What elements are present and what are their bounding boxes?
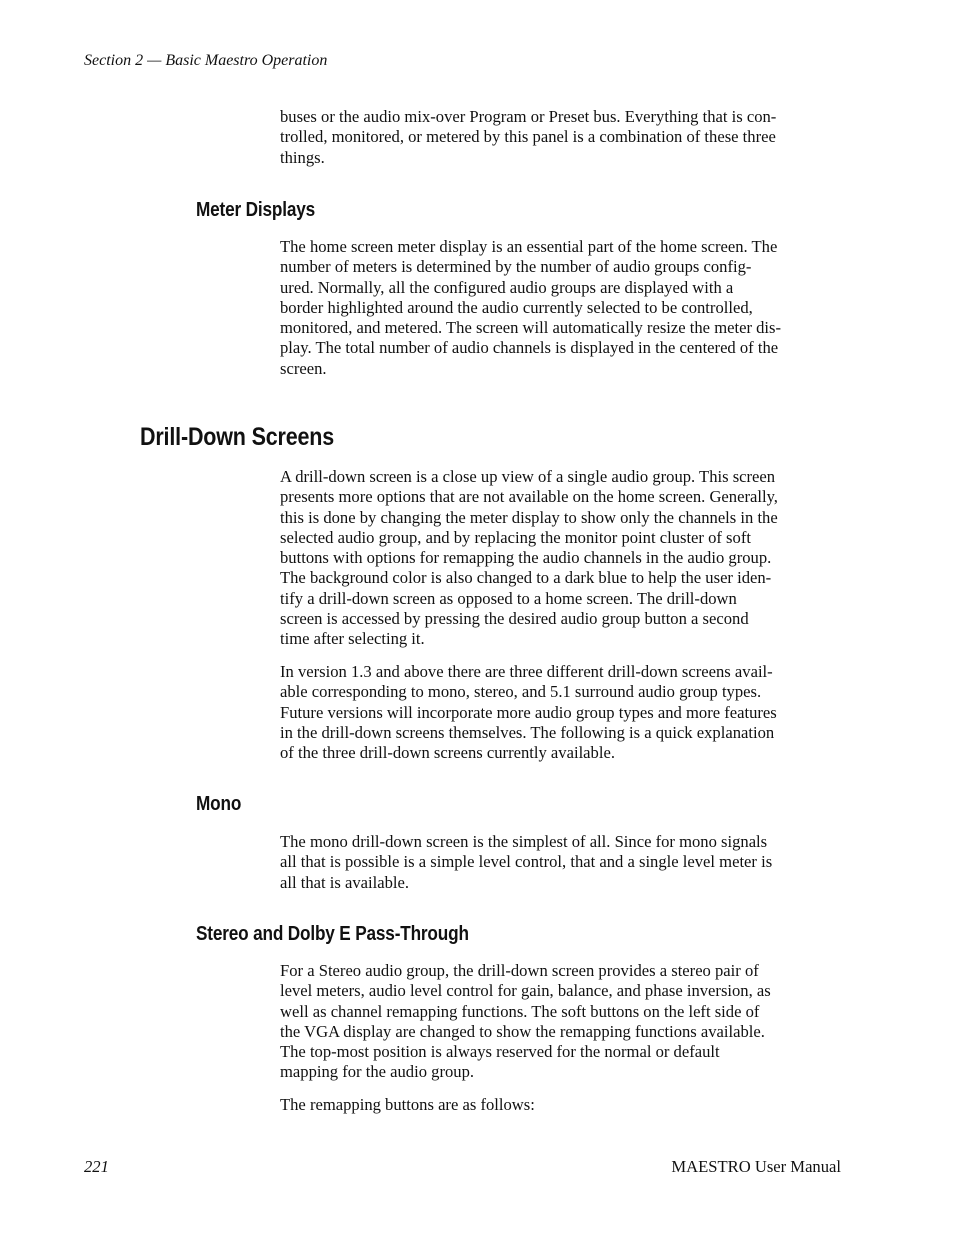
text-line: In version 1.3 and above there are three different drill-down screens avail- [280,662,773,681]
stereo-paragraph-2 [280,1095,846,1115]
manual-title: MAESTRO User Manual [671,1157,841,1176]
drill-down-screens-heading: Drill-Down Screens [140,423,335,451]
text-line: screen is accessed by pressing the desired audio group button a second [280,609,749,629]
text-line: monitored, and metered. The screen will automatically resize the meter dis- [280,318,782,338]
text-line: time after selecting it. [280,629,425,649]
stereo-heading: Stereo and Dolby E Pass-Through [196,923,469,945]
intro-paragraph [280,107,846,168]
text-line: The mono drill-down screen is the simplest of all. Since for mono signals [280,832,768,851]
text-line: tify a drill-down screen as opposed to a home screen. The drill-down [280,588,737,608]
text-line: The remapping buttons are as follows: [280,1095,535,1114]
meter-displays-paragraph [280,237,846,379]
text-line: in the drill-down screens themselves. The following is a quick explanation [280,722,775,742]
text-line: buttons with options for remapping the audio channels in the audio group. [280,548,772,568]
stereo-paragraph-1 [280,961,846,1083]
text-line: buses or the audio mix-over Program or Preset bus. Everything that is con- [280,107,777,126]
text-line: A drill-down screen is a close up view of a single audio group. This screen [280,467,776,486]
running-header: Section 2 — Basic Maestro Operation [84,52,328,69]
drill-down-paragraph-2 [280,662,846,763]
text-line: Future versions will incorporate more audio group types and more features [280,702,777,722]
text-line: The background color is also changed to a dark blue to help the user iden- [280,568,772,588]
text-line: presents more options that are not available on the home screen. Generally, [280,487,778,507]
text-line: things. [280,147,325,167]
text-line: play. The total number of audio channels is displayed in the centered of the [280,338,779,358]
text-line: all that is possible is a simple level control, that and a single level meter is [280,852,773,872]
page-number: 221 [84,1157,109,1176]
text-line: well as channel remapping functions. The soft buttons on the left side of [280,1001,760,1021]
text-line: level meters, audio level control for gain, balance, and phase inversion, as [280,981,771,1001]
mono-paragraph [280,832,846,893]
text-line: mapping for the audio group. [280,1062,475,1082]
text-line: number of meters is determined by the number of audio groups config- [280,257,752,277]
text-line: ured. Normally, all the configured audio groups are displayed with a [280,277,734,297]
text-line: the VGA display are changed to show the remapping functions available. [280,1021,765,1041]
text-line: trolled, monitored, or metered by this panel is a combination of these three [280,127,776,147]
text-line: The home screen meter display is an essential part of the home screen. The [280,237,778,256]
drill-down-paragraph-1 [280,467,846,650]
mono-heading: Mono [196,793,242,815]
text-line: selected audio group, and by replacing the monitor point cluster of soft [280,527,751,547]
text-line: this is done by changing the meter display to show only the channels in the [280,507,778,527]
text-line: all that is available. [280,872,410,892]
text-line: screen. [280,358,327,378]
text-line: of the three drill-down screens currently available. [280,743,615,763]
text-line: able corresponding to mono, stereo, and 5.1 surround audio group types. [280,682,762,702]
meter-displays-heading: Meter Displays [196,199,316,221]
text-line: border highlighted around the audio currently selected to be controlled, [280,297,753,317]
text-line: The top-most position is always reserved for the normal or default [280,1042,720,1062]
text-line: For a Stereo audio group, the drill-down screen provides a stereo pair of [280,961,759,980]
